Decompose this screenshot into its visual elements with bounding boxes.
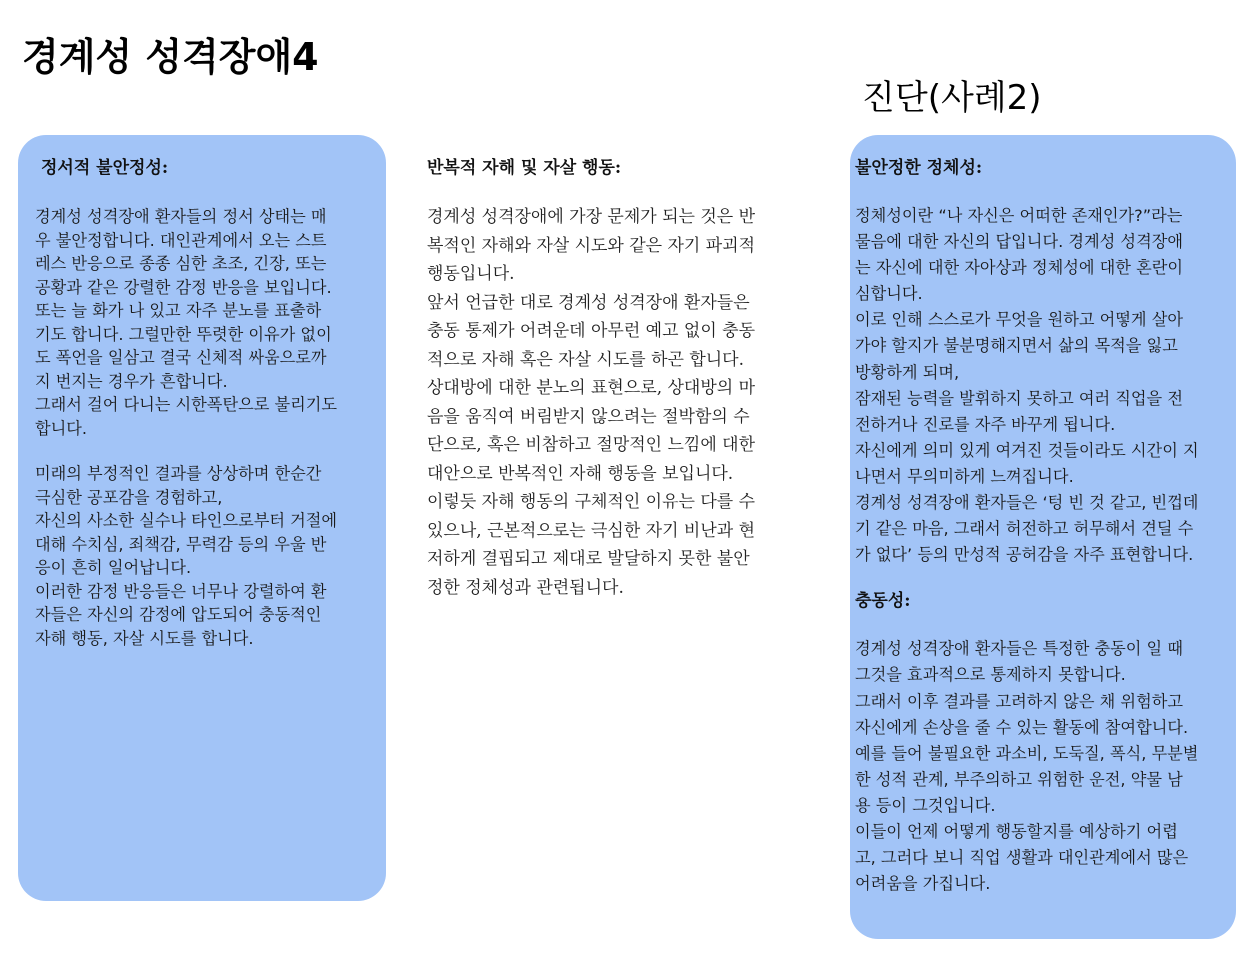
impulsivity-paragraph: 경계성 성격장애 환자들은 특정한 충동이 일 때 그것을 효과적으로 통제하지 못합니다. 그래서 이후 결과를 고려하지 않은 채 위험하고 자신에게 손상을 줄 수 있는 활동에 참여합니다. 예를 들어 불필요한 과소비, 도둑질, 폭식, 무분별 한 성적 관계, 부주의하고 위험한 운전, 약물 남 용 등이 그것입니다. 이들이 언제 어떻게 행동할지를 예상하기 어렵 고, 그러다 보니 직업 생활과 대인관계에서 많은 어려움을 가집니다.: [855, 639, 1199, 894]
emotional-instability-paragraph-1: 경계성 성격장애 환자들의 정서 상태는 매 우 불안정합니다. 대인관계에서 오는 스트 레스 반응으로 종종 심한 초조, 긴장, 또는 공황과 같은 강렬한 감정 반응을 보입니다. 또는 늘 화가 나 있고 자주 분노를 표출하 기도 합니다. 그럴만한 뚜렷한 이유가 없이 도 폭언을 일삼고 결국 신체적 싸움으로까 지 번지는 경우가 흔합니다. 그래서 걸어 다니는 시한폭탄으로 불리기도 합니다.: [35, 207, 338, 438]
self-harm-heading: 반복적 자해 및 자살 행동:: [427, 158, 622, 178]
emotional-instability-heading: 정서적 불안정성:: [41, 158, 169, 178]
identity-impulsivity-panel: [850, 135, 1236, 939]
unstable-identity-heading: 불안정한 정체성:: [855, 158, 983, 178]
self-harm-paragraph: 경계성 성격장애에 가장 문제가 되는 것은 반 복적인 자해와 자살 시도와 같은 자기 파괴적 행동입니다. 앞서 언급한 대로 경계성 성격장애 환자들은 충동 통제가 어려운데 아무런 예고 없이 충동 적으로 자해 혹은 자살 시도를 하곤 합니다. 상대방에 대한 분노의 표현으로, 상대방의 마 음을 움직여 버림받지 않으려는 절박함의 수 단으로, 혹은 비참하고 절망적인 느낌에 대한 대안으로 반복적인 자해 행동을 보입니다. 이렇듯 자해 행동의 구체적인 이유는 다를 수 있으나, 근본적으로는 극심한 자기 비난과 현 저하게 결핍되고 제대로 발달하지 못한 불안 정한 정체성과 관련됩니다.: [427, 207, 756, 598]
emotional-instability-panel: [18, 135, 386, 901]
self-harm-column: [427, 157, 807, 602]
emotional-instability-paragraph-2: 미래의 부정적인 결과를 상상하며 한순간 극심한 공포감을 경험하고, 자신의 사소한 실수나 타인으로부터 거절에 대해 수치심, 죄책감, 무력감 등의 우울 반 응이 흔히 일어납니다. 이러한 감정 반응들은 너무나 강렬하여 환 자들은 자신의 감정에 압도되어 충동적인 자해 행동, 자살 시도를 합니다.: [35, 464, 338, 648]
page-title: 경계성 성격장애4: [22, 35, 319, 79]
unstable-identity-paragraph: 정체성이란 “나 자신은 어떠한 존재인가?”라는 물음에 대한 자신의 답입니다. 경계성 성격장애 는 자신에 대한 자아상과 정체성에 대한 혼란이 심합니다. 이로 인해 스스로가 무엇을 원하고 어떻게 살아 가야 할지가 불분명해지면서 삶의 목적을 잃고 방황하게 되며, 잠재된 능력을 발휘하지 못하고 여러 직업을 전 전하거나 진로를 자주 바꾸게 됩니다. 자신에게 의미 있게 여겨진 것들이라도 시간이 지 나면서 무의미하게 느껴집니다. 경계성 성격장애 환자들은 ‘텅 빈 것 같고, 빈껍데 기 같은 마음, 그래서 허전하고 허무해서 견딜 수 가 없다’ 등의 만성적 공허감을 자주 표현합니다.: [855, 206, 1199, 565]
page-subtitle: 진단(사례2): [862, 78, 1042, 118]
impulsivity-heading: 충동성:: [855, 591, 911, 612]
